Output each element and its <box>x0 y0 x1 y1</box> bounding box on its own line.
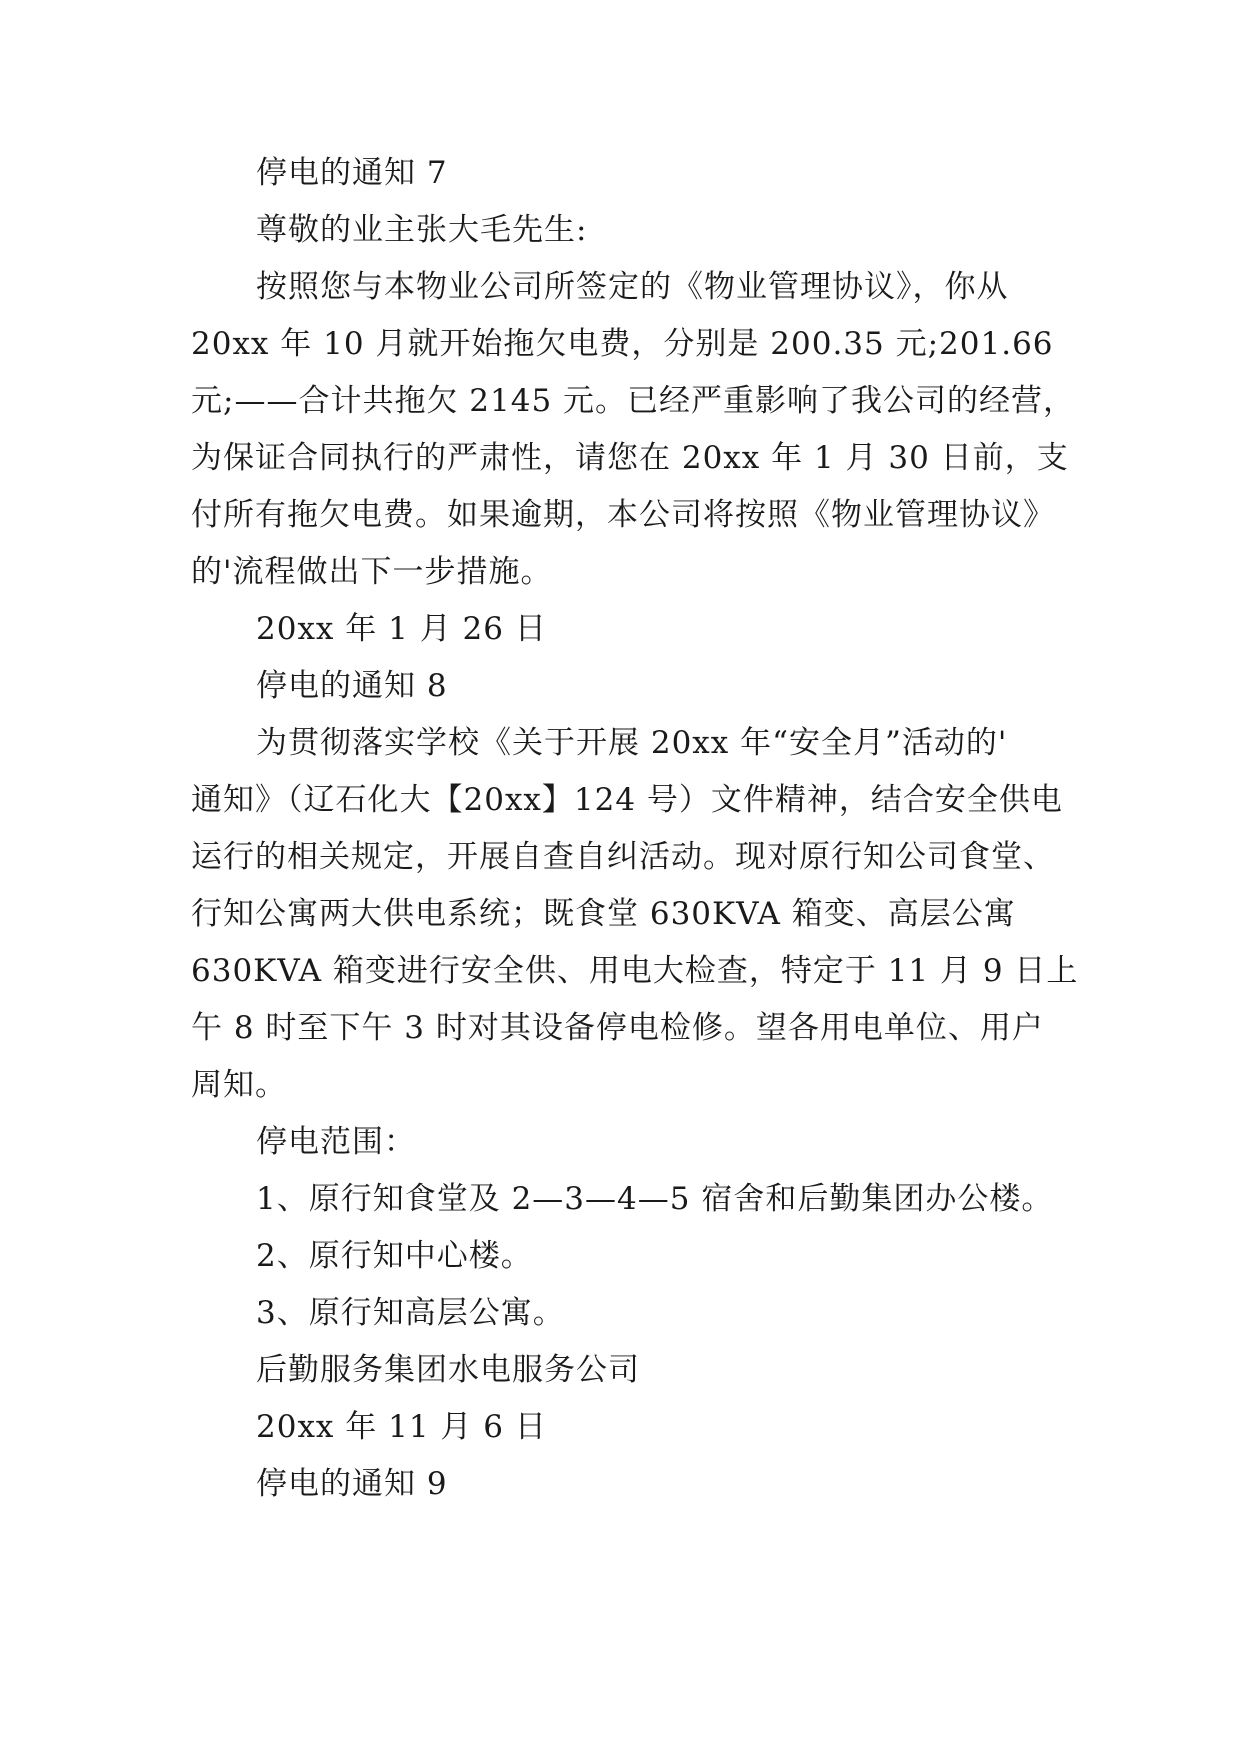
paragraph-line: 的'流程做出下一步措施。 <box>191 554 553 590</box>
paragraph-line: 运行的相关规定，开展自查自纠活动。现对原行知公司食堂、 <box>191 839 1055 875</box>
outage-scope-heading: 停电范围： <box>256 1124 416 1160</box>
paragraph-line: 周知。 <box>191 1067 287 1103</box>
list-item: 1、原行知食堂及 2—3—4—5 宿舍和后勤集团办公楼。 <box>256 1181 1054 1217</box>
signature-line: 后勤服务集团水电服务公司 <box>256 1352 640 1388</box>
paragraph-line: 午 8 时至下午 3 时对其设备停电检修。望各用电单位、用户 <box>191 1010 1044 1046</box>
list-item: 2、原行知中心楼。 <box>256 1238 533 1274</box>
list-item: 3、原行知高层公寓。 <box>256 1295 565 1331</box>
paragraph-line: 通知》（辽石化大【20xx】124 号）文件精神，结合安全供电 <box>191 782 1063 818</box>
notice-8-title: 停电的通知 8 <box>256 668 448 704</box>
salutation: 尊敬的业主张大毛先生: <box>256 212 588 248</box>
paragraph-line: 按照您与本物业公司所签定的《物业管理协议》，你从 <box>256 269 1009 305</box>
notice-9-title: 停电的通知 9 <box>256 1466 448 1502</box>
paragraph-line: 20xx 年 10 月就开始拖欠电费，分别是 200.35 元;201.66 <box>191 326 1054 362</box>
notice-7-title: 停电的通知 7 <box>256 155 448 191</box>
date-line: 20xx 年 1 月 26 日 <box>256 611 547 647</box>
paragraph-line: 为贯彻落实学校《关于开展 20xx 年“安全月”活动的' <box>256 725 1008 761</box>
paragraph-line: 元;——合计共拖欠 2145 元。已经严重影响了我公司的经营， <box>191 383 1076 419</box>
date-line: 20xx 年 11 月 6 日 <box>256 1409 547 1445</box>
paragraph-line: 630KVA 箱变进行安全供、用电大检查，特定于 11 月 9 日上 <box>191 953 1079 989</box>
paragraph-line: 付所有拖欠电费。如果逾期，本公司将按照《物业管理协议》 <box>191 497 1055 533</box>
paragraph-line: 行知公寓两大供电系统；既食堂 630KVA 箱变、高层公寓 <box>191 896 1016 932</box>
paragraph-line: 为保证合同执行的严肃性，请您在 20xx 年 1 月 30 日前，支 <box>191 440 1069 476</box>
